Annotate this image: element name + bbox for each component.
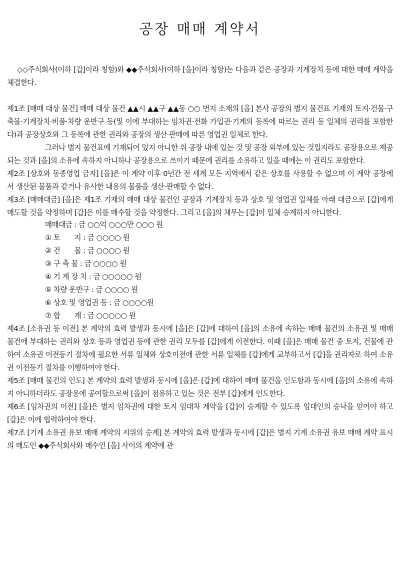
article-2: 제2조 [상호와 동종영업 금지] [을]은 이 계약 이후 0년간 전 세계 모든 지역에서 같은 상호를 사용할 수 없으며 이 계약 공장에서 생산된 물품과 같거나 유사한 내용의 물품을 생산·판매할 수 없다. bbox=[7, 168, 393, 191]
price-item-total: ⑦ 합 계 : 금 ○○○○○ 원 bbox=[45, 311, 136, 321]
article-3: 제3조 [매매대금] [을]은 제1조 기재의 매매 대상 물건인 공장과 기계장치 등과 상호 및 영업권 일체를 아래 대금으로 [갑]에게 매도할 것을 약정하며 [갑]은 이를 매수할 것을 약정한다. 그리고 [을]의 채무는 [갑]이 일체 승계하지 아니한다. bbox=[7, 194, 393, 217]
spacer bbox=[7, 90, 393, 103]
article-1-paragraph-2: 그러나 별지 물건표에 기재되어 있지 아니한 위 공장 내에 있는 것 및 공장 외부에 있는 것일지라도 공장용으로 제공되는 것과 [을]의 소유에 속하지 아니하나 공장용으로 쓰이기 때문에 권리를 소유하고 있을 때에는 이 권리도 포함한다. bbox=[7, 142, 393, 165]
price-item-structure: ③ 구 축 물 : 금 ○○○○ 원 bbox=[45, 259, 127, 269]
price-item-land: ① 토 지 : 금 ○○○○ 원 bbox=[45, 233, 130, 243]
price-item-building: ② 건 물 : 금 ○○○○ 원 bbox=[45, 246, 130, 256]
article-7: 제7조 [기계 소유권 유보 매매 계약의 지위의 승계] 본 계약의 효력 발생과 동시에 [갑]은 별지 기계 소유권 유보 매매 계약 표시의 매도인 ◆◆주식회사와 매수인 [을] 사이의 계약에 관 bbox=[7, 427, 393, 450]
article-4: 제4조 [소유권 등 이전] 본 계약의 효력 발생과 동시에 [을]은 [갑]에 대하여 [을]의 소유에 속하는 매매 물건의 소유권 및 매매 물건에 부대하는 권리와 상호 등과 영업권 등에 관한 권리 모두를 [갑]에게 이전한다. 이때 [을]은 매매 물건 중 토지, 건물에 관하여 소유권 이전등기 절차에 필요한 서류 일체와 상호이전에 관한 서류 일체를 [갑]에게 교부하고서 [갑]을 권리자로 하여 소유권 이전등기 절차를 이행하여야 한다. bbox=[7, 324, 393, 372]
price-item-vehicles: ⑤ 차량 운반구 : 금 ○○○○ 원 bbox=[45, 285, 138, 295]
price-item-list bbox=[7, 232, 393, 323]
document-title: 공장 매매 계약서 bbox=[139, 22, 261, 38]
article-6: 제6조 [임차권의 이전] [을]은 별지 임차권에 대한 토지 임대차 계약을 [갑]이 승계할 수 있도록 임대인의 승낙을 얻어야 하고 [갑]은 이에 협력하여야 한다. bbox=[7, 401, 393, 424]
price-total: 매매대금 : 금 ○○억 ○○○만 ○○○ 원 bbox=[45, 220, 163, 230]
article-5: 제5조 [매매 물건의 인도] 본 계약의 효력 발생과 동시에 [을]은 [갑]에 대하여 매매 물건을 인도함과 동시에 [을]의 소유에 속하지 아니하더라도 공장용에 공여할으로써 [을]이 점유하고 있는 것은 전부 [갑]에게 인도한다. bbox=[7, 375, 393, 398]
price-item-machinery: ④ 기 계 장 치 : 금 ○○○○○ 원 bbox=[45, 272, 142, 282]
intro-paragraph: ◇◇주식회사(이하 [갑]이라 칭함)와 ◆◆주식회사(이하 [을]이라 칭함)는 다음과 같은 공장과 기계장치 등에 대한 매매 계약을 체결한다. bbox=[7, 65, 393, 87]
article-1: 제1조 [매매 대상 물건] 매매 대상 물건 ▲▲시 ▲▲구 ▲▲동 ○○ 번지 소재의 [을] 본사 공장의 별지 물건표 기재의 토지·건물·구축물·기계장치·비품·차량 운반구 등(및 이에 부대하는 임차권·전화 가입권·기계의 등록에 따르는 권리 등 일체의 권리를 포함한다)과 공장상호와 그 등록에 관한 권리와 공장의 생산·판매에 따른 영업권 일체로 한다. bbox=[7, 103, 393, 139]
price-item-goodwill: ⑥ 상호 및 영업권 등 : 금 ○○○○원 bbox=[45, 298, 154, 308]
document-body bbox=[7, 64, 393, 453]
